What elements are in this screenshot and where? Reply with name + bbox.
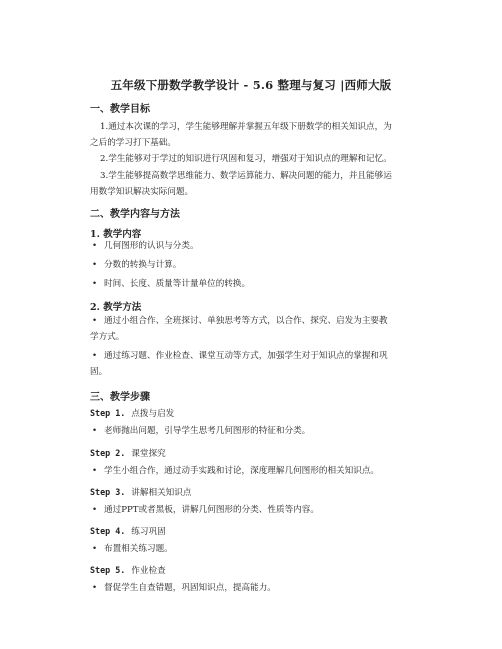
bullet-icon: • [92,426,98,436]
content-item-2 [90,258,412,274]
step-2-header [90,446,166,461]
goal-1-line1: 1.通过本次课的学习，学生能够理解并掌握五年级下册数学的相关知识点，为 [100,122,392,132]
step-3-header [90,485,191,500]
subheading-methods: 2. 教学方法 [90,302,142,313]
step-5-item [90,581,412,597]
goal-2 [90,152,412,168]
step-5-label: Step 5. [90,565,126,575]
goal-1 [90,120,412,151]
step-3-item-text: 通过PPT或者黑板，讲解几何图形的分类、性质等内容。 [104,505,319,515]
step-5-title: 作业检查 [131,566,166,576]
step-2-item [90,464,412,480]
step-3-label: Step 3. [90,487,126,497]
step-5-header [90,563,166,578]
step-3-item [90,503,412,519]
bullet-icon: • [92,583,98,593]
method-item-2 [90,349,412,380]
step-4-item [90,542,412,558]
step-2-label: Step 2. [90,448,126,458]
bullet-icon: • [92,351,98,361]
method-item-2-line2: 固。 [90,366,108,377]
subheading-content: 1. 教学内容 [90,229,142,240]
content-item-3 [90,277,412,293]
step-4-label: Step 4. [90,526,126,536]
content-item-3-text: 时间、长度、质量等计量单位的转换。 [104,279,251,289]
section-heading-steps: 三、教学步骤 [90,392,150,403]
step-1-item [90,424,412,440]
step-1-title: 点拨与启发 [131,409,175,419]
bullet-icon: • [92,279,98,289]
goal-1-line2: 之后的学习打下基础。 [90,137,176,148]
step-1-header [90,406,174,421]
bullet-icon: • [92,505,98,515]
step-1-item-text: 老师抛出问题，引导学生思考几何图形的特征和分类。 [104,426,311,436]
section-heading-objectives: 一、教学目标 [90,104,150,115]
method-item-1 [90,314,412,345]
goal-3-line2: 用数学知识解决实际问题。 [90,186,194,197]
method-item-1-line1: 通过小组合作、全班探讨、单独思考等方式，以合作、探究、启发为主要教 [104,316,388,326]
bullet-icon: • [92,466,98,476]
section-heading-content-methods: 二、教学内容与方法 [90,209,180,220]
content-item-2-text: 分数的转换与计算。 [104,260,182,270]
bullet-icon: • [92,260,98,270]
step-2-title: 课堂探究 [131,449,166,459]
bullet-icon: • [92,241,98,251]
step-5-item-text: 督促学生自查错题，巩固知识点，提高能力。 [104,583,276,593]
method-item-2-line1: 通过练习题、作业检查、课堂互动等方式，加强学生对于知识点的掌握和巩 [104,351,388,361]
goal-2-line1: 2.学生能够对于学过的知识进行巩固和复习，增强对于知识点的理解和记忆。 [100,154,392,164]
step-2-item-text: 学生小组合作，通过动手实践和讨论，深度理解几何图形的相关知识点。 [104,466,380,476]
step-1-label: Step 1. [90,408,126,418]
content-item-1-text: 几何图形的认识与分类。 [104,241,199,251]
method-item-1-line2: 学方式。 [90,331,125,342]
goal-3-line1: 3.学生能够提高数学思维能力、数学运算能力、解决问题的能力，并且能够运 [100,171,392,181]
bullet-icon: • [92,316,98,326]
content-item-1 [90,239,412,255]
bullet-icon: • [92,544,98,554]
step-3-title: 讲解相关知识点 [131,488,192,498]
document-title: 五年级下册数学教学设计 - 5.6 整理与复习 |西师大版 [110,78,392,92]
goal-3 [90,169,412,200]
step-4-title: 练习巩固 [131,527,166,537]
step-4-item-text: 布置相关练习题。 [104,544,173,554]
step-4-header [90,524,166,539]
